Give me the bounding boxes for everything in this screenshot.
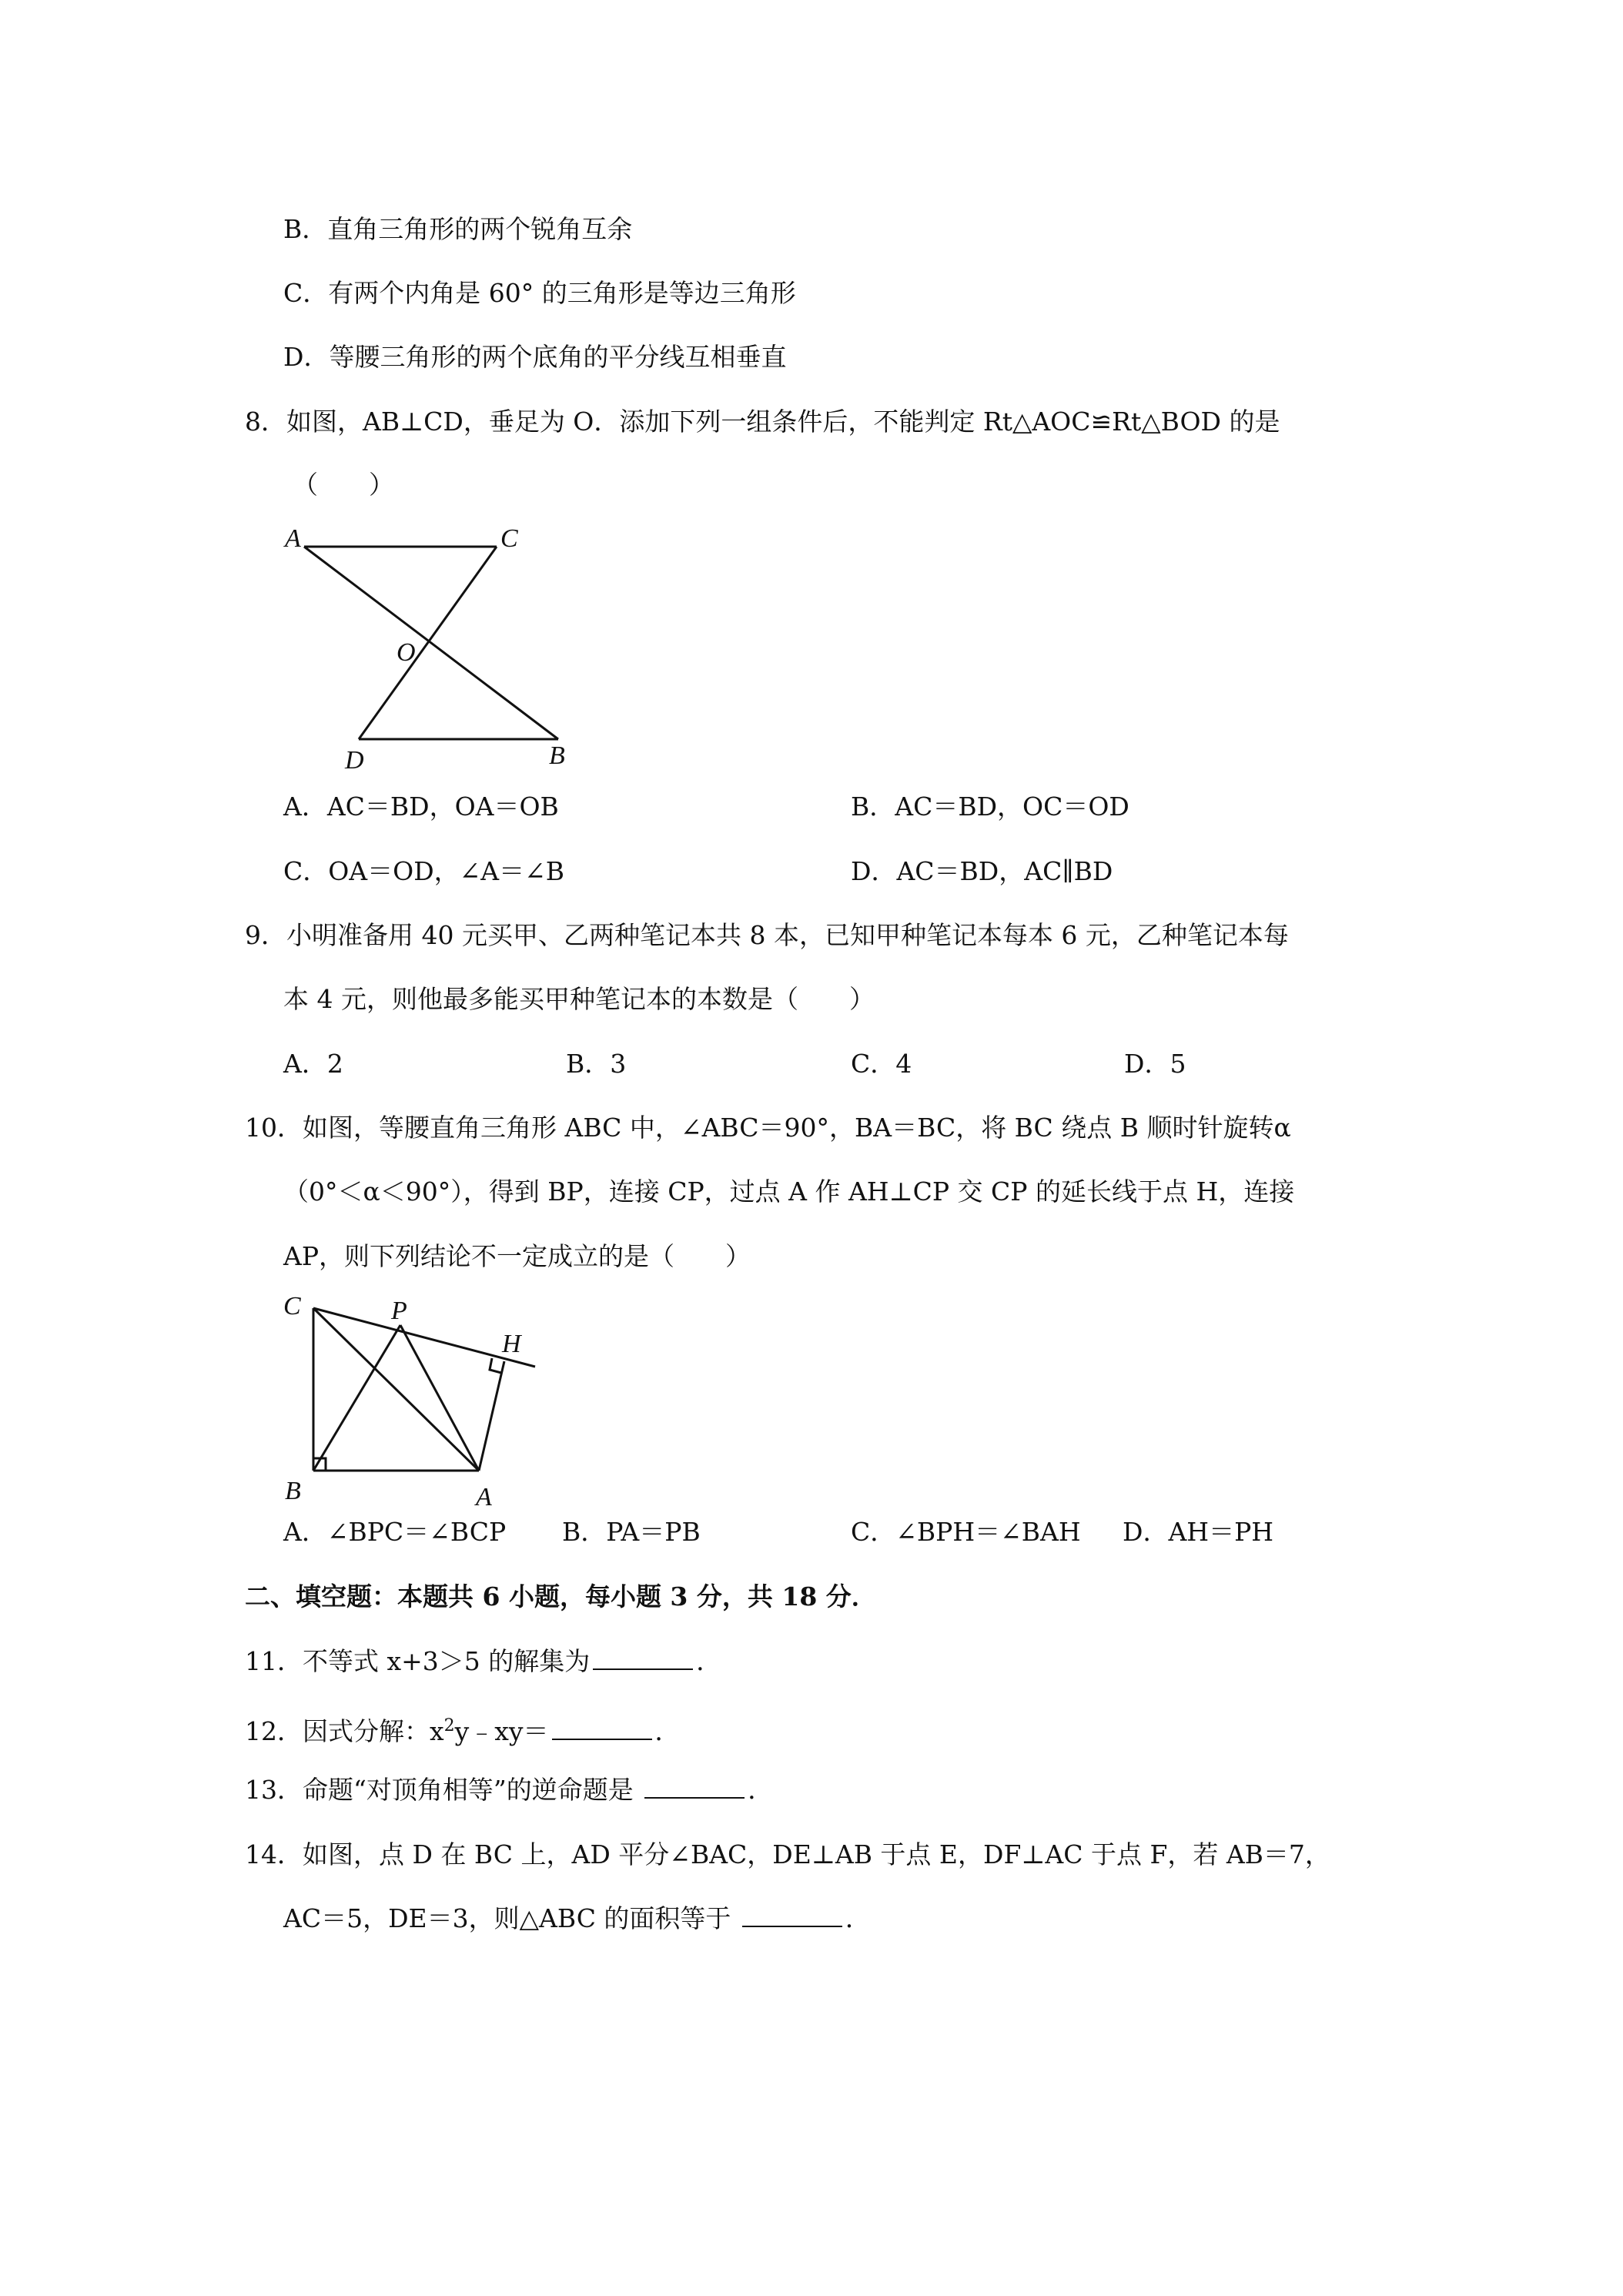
q13-text-end: ． [748,1775,774,1805]
q11-line [245,1645,721,1678]
q9-option-a: A．2 [283,1049,343,1079]
q12-text-end: ． [654,1716,681,1746]
q10-label-c: C [283,1292,301,1320]
q8-option-a: A．AC＝BD，OA＝OB [283,792,559,822]
q13-answer-blank[interactable] [644,1774,745,1799]
q14-text: AC＝5，DE＝3，则△ABC 的面积等于 [283,1903,739,1933]
q8-option-c: C．OA＝OD，∠A＝∠B [283,856,565,886]
q8-label-c: C [500,524,518,553]
q14-text-end: ． [845,1903,871,1933]
q8-label-o: O [397,638,416,667]
q9-option-b: B．3 [566,1049,627,1079]
q8-segment-cd [359,547,497,739]
q10-stem-line1: 10．如图，等腰直角三角形 ABC 中，∠ABC＝90°，BA＝BC，将 BC 绕点 B 顺时针旋转α [245,1113,1291,1143]
q10-option-d: D．AH＝PH [1123,1517,1274,1547]
q11-text: 11．不等式 x+3＞5 的解集为 [245,1646,591,1676]
q8-option-b: B．AC＝BD，OC＝OD [851,792,1129,822]
q10-segment-bp [313,1325,400,1471]
q8-stem-line1: 8．如图，AB⊥CD，垂足为 O．添加下列一组条件后，不能判定 Rt△AOC≌Rt△BOD 的是 [245,407,1280,437]
q12-answer-blank[interactable] [552,1715,652,1740]
q8-label-d: D [345,746,364,775]
q10-stem-line3: AP，则下列结论不一定成立的是（ ） [283,1241,751,1271]
q10-option-b: B．PA＝PB [562,1517,701,1547]
q10-segment-pa [400,1325,479,1471]
q8-label-b: B [549,741,565,770]
q10-label-p: P [391,1297,407,1325]
section2-heading: 二、填空题：本题共 6 小题，每小题 3 分，共 18 分． [245,1581,877,1612]
q14-stem-line1: 14．如图，点 D 在 BC 上，AD 平分∠BAC，DE⊥AB 于点 E，DF⊥AC 于点 F，若 AB＝7， [245,1839,1330,1869]
q10-stem-line2: （0°＜α＜90°），得到 BP，连接 CP，过点 A 作 AH⊥CP 交 CP 的延长线于点 H，连接 [283,1176,1295,1207]
q12-line [245,1709,681,1749]
q12-superscript: 2 [443,1716,455,1735]
q9-option-c: C．4 [851,1049,912,1079]
q14-line2 [283,1902,871,1936]
q10-figure [277,1282,554,1513]
q8-figure [277,516,585,785]
q10-right-angle-h [490,1358,501,1373]
q11-answer-blank[interactable] [593,1645,693,1670]
q13-line [245,1773,773,1807]
q7-option-d: D．等腰三角形的两个底角的平分线互相垂直 [283,342,787,372]
q14-answer-blank[interactable] [742,1903,842,1927]
q8-segment-ab [304,547,558,739]
q10-segment-ah [479,1361,504,1471]
q9-stem-line2: 本 4 元，则他最多能买甲种笔记本的本数是（ ） [283,984,875,1014]
q13-text: 13．命题“对顶角相等”的逆命题是 [245,1775,642,1805]
q12-text: 12．因式分解：x [245,1716,444,1746]
q8-label-a: A [285,524,301,553]
q7-option-c: C．有两个内角是 60° 的三角形是等边三角形 [283,278,796,308]
q12-text-mid: y﹣xy＝ [454,1716,549,1746]
q10-label-h: H [502,1330,521,1358]
q8-option-d: D．AC＝BD，AC∥BD [851,856,1113,886]
q10-label-b: B [285,1477,301,1505]
q8-stem-line2: （ ） [293,470,394,500]
q11-text-end: ． [696,1646,722,1676]
q9-option-d: D．5 [1124,1049,1186,1079]
q10-label-a: A [476,1483,492,1511]
q9-stem-line1: 9．小明准备用 40 元买甲、乙两种笔记本共 8 本，已知甲种笔记本每本 6 元，乙种笔记本每 [245,920,1289,950]
q7-option-b: B．直角三角形的两个锐角互余 [283,214,633,244]
q10-option-a: A．∠BPC＝∠BCP [283,1517,507,1547]
q10-option-c: C．∠BPH＝∠BAH [851,1517,1081,1547]
